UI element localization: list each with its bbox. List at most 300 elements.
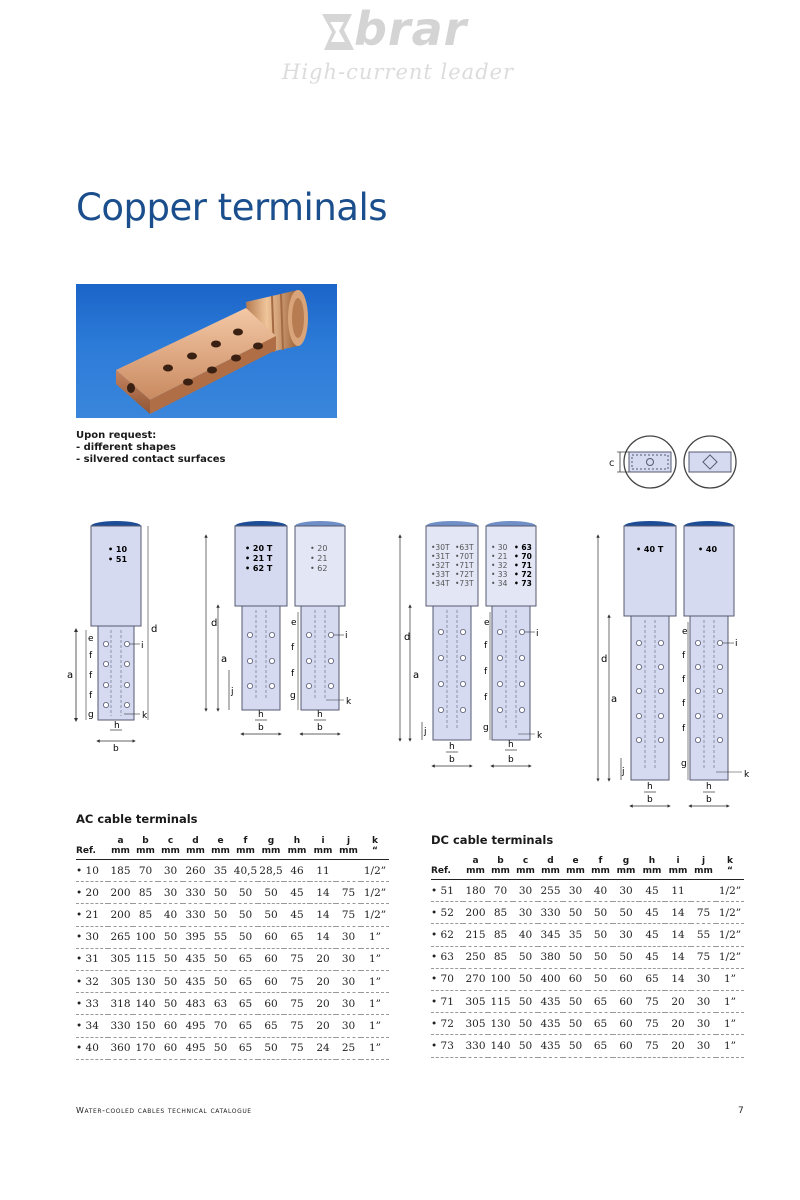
table-cell: 50 — [208, 882, 233, 904]
table-cell: 380 — [538, 946, 563, 968]
column-header — [183, 836, 208, 860]
dim-label: f — [484, 693, 488, 703]
column-header-unit: mm — [313, 846, 333, 856]
table-cell: 50 — [563, 902, 588, 924]
table-row — [431, 902, 744, 924]
dim-label: k — [537, 731, 543, 741]
ref-label: • 10 — [108, 545, 128, 554]
dim-label: h — [449, 742, 455, 752]
table-cell: 495 — [183, 1015, 208, 1037]
table-cell: 50 — [513, 946, 538, 968]
column-header-unit: mm — [261, 846, 281, 856]
product-photo — [76, 284, 337, 418]
table-cell: 345 — [538, 924, 563, 946]
table-cell: 50 — [563, 1013, 588, 1035]
table-header-row — [431, 856, 744, 880]
table-cell: 50 — [563, 1035, 588, 1057]
column-header-label: b — [142, 836, 149, 846]
table-cell: 435 — [183, 970, 208, 992]
table-row — [76, 1015, 389, 1037]
logo-mark-icon — [318, 10, 358, 54]
table-cell: 50 — [563, 946, 588, 968]
table-cell: 255 — [538, 880, 563, 902]
table-cell: • 72 — [431, 1013, 463, 1035]
table-cell: 65 — [588, 1035, 613, 1057]
table-cell: 1/2” — [361, 904, 389, 926]
ref-label: • 21 — [310, 554, 328, 563]
table-cell: 1/2” — [716, 946, 744, 968]
table-cell: 360 — [108, 1037, 133, 1059]
table-cell: 1/2” — [716, 880, 744, 902]
table-cell: 20 — [310, 1015, 336, 1037]
dim-label: b — [317, 723, 323, 733]
column-header-unit — [76, 836, 108, 846]
table-row — [431, 924, 744, 946]
logo-wordmark: brar — [354, 2, 468, 56]
ref-label: • 62 T — [245, 564, 273, 573]
table-cell: 270 — [463, 968, 488, 990]
table-cell: 1/2” — [716, 902, 744, 924]
table-cell: 30 — [336, 993, 361, 1015]
table-cell: 330 — [538, 902, 563, 924]
table-cell: 20 — [665, 1013, 691, 1035]
dim-label: h — [706, 782, 712, 792]
footer-text: Water-cooled cables technical catalogue — [76, 1106, 252, 1115]
column-header — [538, 856, 563, 880]
table-cell: 30 — [691, 968, 716, 990]
column-header — [588, 856, 613, 880]
table-cell: 85 — [488, 924, 513, 946]
dim-label: f — [484, 641, 488, 651]
table-cell: 85 — [488, 902, 513, 924]
dim-label: d — [151, 624, 158, 635]
cross-section-left — [609, 436, 676, 488]
table-cell: 65 — [284, 926, 310, 948]
table-cell: 11 — [310, 860, 336, 882]
table-row — [76, 926, 389, 948]
dim-label: f — [291, 643, 295, 653]
table-cell: 45 — [639, 924, 665, 946]
column-header — [310, 836, 336, 860]
table-cell: 75 — [284, 970, 310, 992]
column-header — [233, 836, 258, 860]
column-header-label: f — [243, 836, 248, 846]
dim-label: j — [231, 687, 234, 697]
terminal-drawings — [0, 430, 800, 810]
table-cell: 11 — [665, 880, 691, 902]
dim-label: k — [346, 697, 352, 707]
table-cell: • 63 — [431, 946, 463, 968]
table-cell: 215 — [463, 924, 488, 946]
table-cell: 495 — [183, 1037, 208, 1059]
ref-label: • 30 — [491, 543, 508, 552]
table-cell: 45 — [284, 904, 310, 926]
table-cell: 14 — [310, 926, 336, 948]
dc-table — [431, 856, 744, 1058]
table-row — [76, 1037, 389, 1059]
ref-label: •72T — [455, 570, 474, 579]
table-cell: • 31 — [76, 948, 108, 970]
table-cell: 1/2” — [361, 882, 389, 904]
table-cell: 24 — [310, 1037, 336, 1059]
table-cell: • 40 — [76, 1037, 108, 1059]
column-header-label: c — [167, 836, 174, 846]
table-cell: 260 — [183, 860, 208, 882]
table-cell: 60 — [613, 990, 639, 1012]
table-cell: 50 — [258, 904, 284, 926]
column-header-unit: mm — [339, 846, 358, 856]
table-cell: • 34 — [76, 1015, 108, 1037]
table-row — [76, 948, 389, 970]
table-cell: 1” — [361, 948, 389, 970]
table-cell: 65 — [233, 993, 258, 1015]
column-header — [431, 856, 463, 880]
table-row — [431, 990, 744, 1012]
column-header-unit: mm — [566, 866, 585, 876]
table-cell: 50 — [158, 970, 183, 992]
page-number: 7 — [738, 1106, 744, 1116]
table-cell: 30 — [336, 948, 361, 970]
table-cell: 50 — [158, 993, 183, 1015]
table-cell: 14 — [665, 946, 691, 968]
dim-label: b — [647, 795, 653, 805]
column-header-unit: mm — [111, 846, 130, 856]
table-cell: 1” — [361, 926, 389, 948]
column-header-label: d — [547, 856, 554, 866]
column-header-label: a — [472, 856, 479, 866]
table-cell: 14 — [310, 882, 336, 904]
table-cell: 50 — [158, 926, 183, 948]
dim-label: f — [682, 675, 686, 685]
table-cell: 1/2” — [361, 860, 389, 882]
table-cell: 65 — [258, 1015, 284, 1037]
table-cell: 50 — [208, 904, 233, 926]
brand-tagline: High-current leader — [282, 60, 515, 84]
dim-label: d — [211, 618, 218, 629]
ref-label: • 73 — [514, 579, 532, 588]
column-header-unit: mm — [668, 866, 688, 876]
table-cell: 45 — [639, 902, 665, 924]
table-cell: 435 — [538, 990, 563, 1012]
dim-label: f — [291, 669, 295, 679]
table-cell: 305 — [108, 948, 133, 970]
table-row — [76, 970, 389, 992]
table-cell: 100 — [133, 926, 158, 948]
column-header-label: f — [598, 856, 603, 866]
table-cell: 100 — [488, 968, 513, 990]
table-cell: 60 — [613, 1035, 639, 1057]
ref-label: • 21 T — [245, 554, 273, 563]
column-header-unit: mm — [516, 866, 535, 876]
table-cell: 40,5 — [233, 860, 258, 882]
ref-label: • 21 — [491, 552, 508, 561]
table-cell: • 62 — [431, 924, 463, 946]
dim-label: j — [424, 727, 427, 737]
column-header-unit: mm — [616, 866, 636, 876]
table-cell: 1/2” — [716, 924, 744, 946]
table-cell: 330 — [183, 882, 208, 904]
column-header-label: k — [372, 836, 378, 846]
table-cell: 483 — [183, 993, 208, 1015]
dim-label: e — [484, 618, 490, 628]
column-header-label: b — [497, 856, 504, 866]
dim-label: f — [89, 671, 93, 681]
terminal-drawing-40t — [598, 521, 676, 806]
table-cell: 170 — [133, 1037, 158, 1059]
dim-label: i — [536, 629, 539, 639]
dim-label: b — [706, 795, 712, 805]
dim-label: f — [682, 724, 686, 734]
ref-label: •32T — [431, 561, 450, 570]
table-cell: 400 — [538, 968, 563, 990]
column-header-label: a — [117, 836, 124, 846]
dim-label: e — [291, 618, 297, 628]
table-cell: 1” — [361, 970, 389, 992]
table-cell: 50 — [588, 902, 613, 924]
table-cell: 115 — [133, 948, 158, 970]
dc-table-title: DC cable terminals — [431, 833, 554, 847]
table-cell: 318 — [108, 993, 133, 1015]
dim-label: g — [88, 710, 94, 720]
table-cell: 1” — [361, 993, 389, 1015]
ref-label: • 72 — [514, 570, 532, 579]
column-header-label: i — [676, 856, 680, 866]
table-cell: 305 — [463, 990, 488, 1012]
column-header — [76, 836, 108, 860]
table-cell: 1” — [716, 1013, 744, 1035]
table-cell — [336, 860, 361, 882]
table-cell: 35 — [208, 860, 233, 882]
terminal-drawing-10 — [67, 521, 157, 754]
terminal-drawing-30 — [483, 521, 543, 766]
dim-label: a — [67, 670, 74, 681]
table-cell: 75 — [336, 904, 361, 926]
column-header — [639, 856, 665, 880]
table-cell: 60 — [613, 968, 639, 990]
terminal-drawing-40 — [681, 521, 750, 806]
table-cell: 85 — [133, 882, 158, 904]
table-cell: 330 — [183, 904, 208, 926]
table-cell: 60 — [258, 926, 284, 948]
table-cell: 140 — [488, 1035, 513, 1057]
ref-label: • 40 — [698, 545, 718, 554]
table-cell: • 10 — [76, 860, 108, 882]
table-cell: 75 — [639, 1013, 665, 1035]
column-header-unit: mm — [694, 866, 713, 876]
dim-label: e — [682, 627, 688, 637]
column-header-label: e — [572, 856, 579, 866]
dim-label: h — [647, 782, 653, 792]
table-cell: 130 — [133, 970, 158, 992]
table-cell: 40 — [513, 924, 538, 946]
table-cell — [691, 880, 716, 902]
table-cell: 50 — [513, 990, 538, 1012]
table-row — [76, 904, 389, 926]
table-cell: 50 — [588, 946, 613, 968]
table-cell: 50 — [258, 1037, 284, 1059]
ref-label: •34T — [431, 579, 450, 588]
column-header — [563, 856, 588, 880]
ref-label: •70T — [455, 552, 474, 561]
column-header — [158, 836, 183, 860]
ref-label: • 20 — [310, 544, 328, 553]
request-item: - different shapes — [76, 442, 176, 453]
table-cell: 30 — [691, 1013, 716, 1035]
table-cell: 1” — [716, 990, 744, 1012]
dim-label: h — [258, 710, 264, 720]
request-item: - silvered contact surfaces — [76, 454, 226, 465]
table-row — [431, 946, 744, 968]
table-cell: 63 — [208, 993, 233, 1015]
ref-label: • 71 — [514, 561, 532, 570]
dim-label: j — [622, 767, 625, 777]
column-header-label: k — [727, 856, 733, 866]
table-cell: 50 — [258, 882, 284, 904]
table-cell: 70 — [488, 880, 513, 902]
table-row — [431, 1013, 744, 1035]
table-row — [76, 882, 389, 904]
column-header — [208, 836, 233, 860]
column-header-unit: mm — [642, 866, 662, 876]
table-cell: 435 — [183, 948, 208, 970]
table-cell: 185 — [108, 860, 133, 882]
table-cell: 50 — [158, 948, 183, 970]
table-cell: 20 — [665, 990, 691, 1012]
table-cell: 50 — [513, 1035, 538, 1057]
ref-label: • 51 — [108, 555, 128, 564]
table-cell: 20 — [310, 993, 336, 1015]
table-cell: 40 — [588, 880, 613, 902]
table-cell: 50 — [513, 1013, 538, 1035]
table-cell: • 20 — [76, 882, 108, 904]
column-header — [488, 856, 513, 880]
dim-label: c — [609, 458, 615, 469]
table-cell: 50 — [613, 946, 639, 968]
page-title: Copper terminals — [76, 186, 388, 229]
table-cell: 60 — [563, 968, 588, 990]
table-cell: 75 — [284, 1015, 310, 1037]
table-cell: 25 — [336, 1037, 361, 1059]
column-header-label: Ref. — [431, 866, 451, 876]
column-header — [133, 836, 158, 860]
column-header — [613, 856, 639, 880]
table-cell: 1” — [716, 968, 744, 990]
table-cell: 75 — [336, 882, 361, 904]
column-header-unit: mm — [491, 866, 510, 876]
table-cell: 75 — [284, 948, 310, 970]
dim-label: i — [345, 631, 348, 641]
table-cell: 20 — [310, 970, 336, 992]
table-cell: 50 — [513, 968, 538, 990]
table-cell: 30 — [613, 924, 639, 946]
table-cell: 30 — [691, 1035, 716, 1057]
table-cell: 1” — [361, 1037, 389, 1059]
table-cell: 30 — [513, 902, 538, 924]
column-header-unit: mm — [236, 846, 255, 856]
table-cell: 40 — [158, 904, 183, 926]
dim-label: a — [413, 670, 420, 681]
table-cell: 14 — [310, 904, 336, 926]
column-header — [108, 836, 133, 860]
table-cell: 45 — [639, 946, 665, 968]
dim-label: a — [221, 654, 228, 665]
terminal-drawing-20 — [290, 521, 352, 734]
column-header-label: d — [192, 836, 199, 846]
table-cell: 45 — [639, 880, 665, 902]
column-header-unit: “ — [372, 846, 378, 856]
terminal-drawing-20t — [206, 521, 287, 734]
table-cell: 14 — [665, 902, 691, 924]
ac-table-title: AC cable terminals — [76, 812, 198, 826]
table-cell: 30 — [513, 880, 538, 902]
ref-label: •30T — [431, 543, 450, 552]
table-cell: 30 — [563, 880, 588, 902]
dim-label: f — [89, 651, 93, 661]
table-cell: 70 — [208, 1015, 233, 1037]
table-cell: 50 — [613, 902, 639, 924]
column-header-label: h — [648, 856, 656, 866]
table-cell: 50 — [563, 990, 588, 1012]
dim-label: b — [258, 723, 264, 733]
column-header — [716, 856, 744, 880]
table-cell: 70 — [133, 860, 158, 882]
request-heading: Upon request: — [76, 430, 157, 441]
brand-logo — [318, 2, 488, 58]
table-cell: 305 — [108, 970, 133, 992]
table-cell: 60 — [158, 1015, 183, 1037]
table-cell: 65 — [588, 1013, 613, 1035]
table-cell: 35 — [563, 924, 588, 946]
table-cell: 115 — [488, 990, 513, 1012]
ref-label: • 70 — [514, 552, 532, 561]
column-header-unit: mm — [541, 866, 560, 876]
table-cell: 65 — [233, 948, 258, 970]
column-header — [336, 836, 361, 860]
dim-label: d — [601, 654, 608, 665]
column-header — [258, 836, 284, 860]
table-cell: 140 — [133, 993, 158, 1015]
column-header-unit: mm — [161, 846, 180, 856]
dim-label: f — [682, 699, 686, 709]
ref-label: •63T — [455, 543, 474, 552]
table-cell: 50 — [208, 948, 233, 970]
table-cell: 75 — [639, 1035, 665, 1057]
column-header-unit: mm — [211, 846, 230, 856]
ref-label: •73T — [455, 579, 474, 588]
table-cell: 65 — [588, 990, 613, 1012]
table-cell: • 51 — [431, 880, 463, 902]
column-header-label: c — [522, 856, 529, 866]
table-cell: 20 — [665, 1035, 691, 1057]
column-header-unit: mm — [186, 846, 205, 856]
table-cell: 60 — [258, 993, 284, 1015]
ref-label: • 33 — [491, 570, 508, 579]
column-header-label: j — [346, 836, 351, 846]
table-cell: 46 — [284, 860, 310, 882]
table-cell: • 73 — [431, 1035, 463, 1057]
dim-label: h — [508, 740, 514, 750]
column-header-label: i — [321, 836, 325, 846]
table-cell: 65 — [639, 968, 665, 990]
table-cell: 20 — [310, 948, 336, 970]
table-cell: 30 — [613, 880, 639, 902]
ref-label: • 20 T — [245, 544, 273, 553]
dim-label: b — [113, 744, 119, 754]
table-cell: 30 — [158, 860, 183, 882]
dim-label: e — [88, 634, 94, 644]
table-cell: 330 — [463, 1035, 488, 1057]
column-header-label: j — [701, 856, 706, 866]
